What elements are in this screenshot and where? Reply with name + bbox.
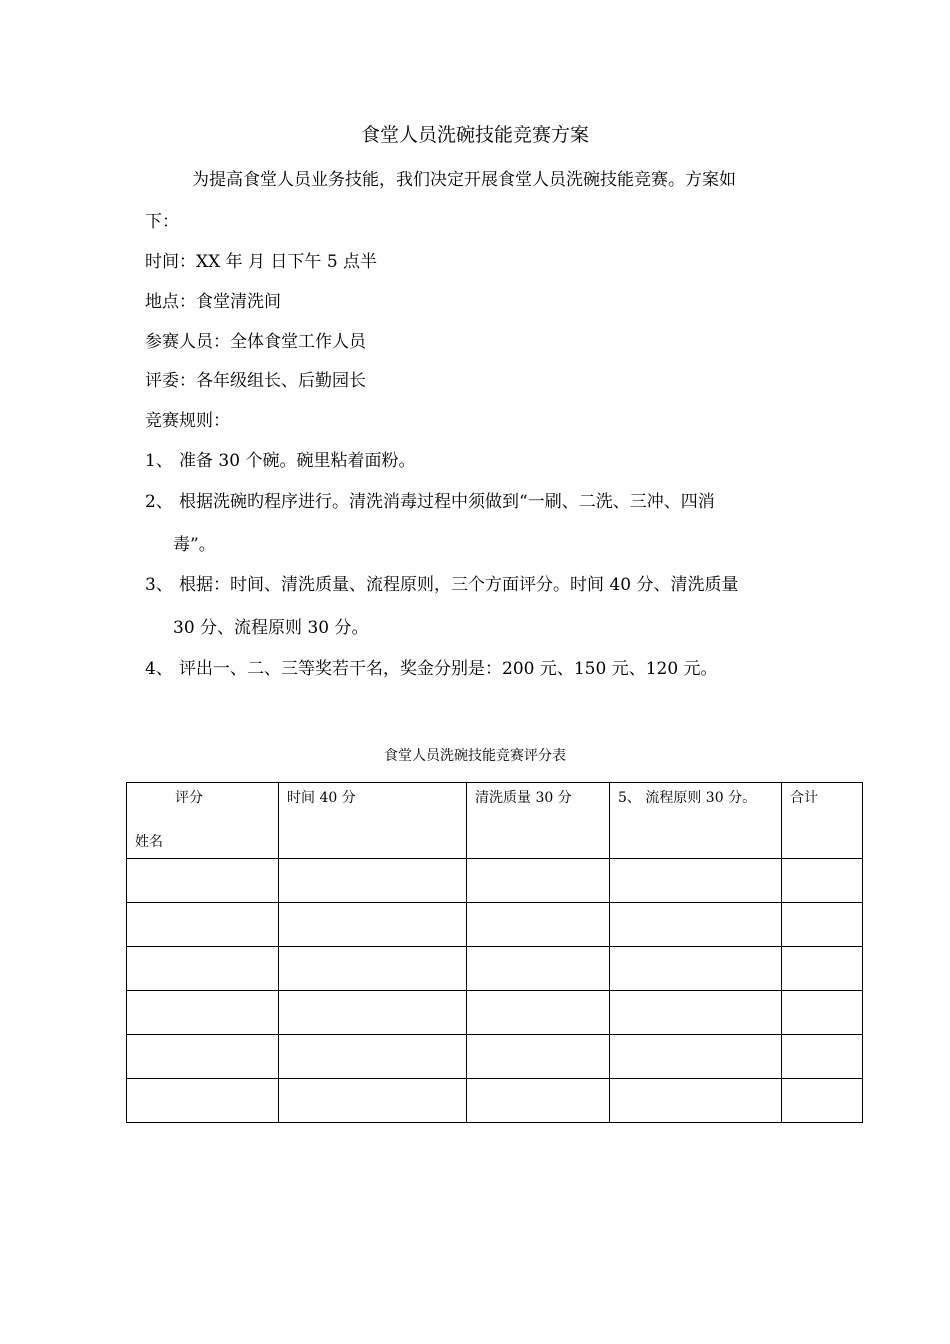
table-caption: 食堂人员洗碗技能竞赛评分表 [384,748,566,764]
table-cell [127,903,279,947]
table-cell [610,1079,782,1123]
rule-number: 1、 [145,451,173,471]
table-cell [467,903,610,947]
judges-line: 评委：各年级组长、后勤园长 [145,371,366,391]
participants-line: 参赛人员：全体食堂工作人员 [145,332,366,352]
intro-line-1: 为提高食堂人员业务技能，我们决定开展食堂人员洗碗技能竞赛。方案如 [192,170,736,190]
rule-4 [145,657,718,681]
table-cell [127,991,279,1035]
header-time: 时间 40 分 [279,783,467,859]
table-row [127,947,863,991]
table-cell [782,859,863,903]
place-line: 地点：食堂清洗间 [145,292,281,312]
table-cell [610,903,782,947]
rule-text: 根据洗碗旳程序进行。清洗消毒过程中须做到“一刷、二洗、三冲、四消 [179,492,715,512]
table-body [127,859,863,1123]
table-cell [127,947,279,991]
table-cell [467,859,610,903]
rule-2-continued: 毒”。 [173,535,216,555]
header-quality: 清洗质量 30 分 [467,783,610,859]
table-row [127,1035,863,1079]
intro-line-2: 下： [145,212,179,232]
table-cell [782,947,863,991]
table-cell [279,947,467,991]
rule-2 [145,490,715,514]
table-cell [467,947,610,991]
table-row [127,859,863,903]
rule-number: 3、 [145,575,173,595]
score-table [126,782,863,1123]
table-cell [279,859,467,903]
table-cell [782,1079,863,1123]
table-row [127,991,863,1035]
rule-3 [145,573,738,597]
table-cell [610,859,782,903]
header-total: 合计 [782,783,863,859]
rule-3-continued: 30 分、流程原则 30 分。 [173,618,369,638]
table-cell [467,1079,610,1123]
table-cell [279,1035,467,1079]
table-cell [782,1035,863,1079]
table-cell [782,903,863,947]
rule-number: 2、 [145,492,173,512]
table-cell [127,859,279,903]
header-name-label: 姓名 [135,834,163,850]
document-title: 食堂人员洗碗技能竞赛方案 [360,124,589,146]
header-score-label: 评分 [175,790,203,806]
table-row [127,1079,863,1123]
rule-text: 准备 30 个碗。碗里粘着面粉。 [179,451,416,471]
rule-text: 根据：时间、清洗质量、流程原则，三个方面评分。时间 40 分、清洗质量 [179,575,739,595]
rules-heading: 竞赛规则： [145,411,230,431]
header-process: 5、 流程原则 30 分。 [610,783,782,859]
rule-1 [145,449,415,473]
table-cell [610,1035,782,1079]
table-cell [127,1035,279,1079]
table-cell [610,947,782,991]
table-cell [127,1079,279,1123]
table-cell [279,991,467,1035]
table-cell [467,1035,610,1079]
table-row [127,903,863,947]
time-line: 时间：XX 年 月 日下午 5 点半 [145,252,378,272]
table-cell [279,1079,467,1123]
header-corner-cell [127,783,279,859]
table-cell [467,991,610,1035]
rule-number: 4、 [145,659,173,679]
table-cell [279,903,467,947]
table-header-row [127,783,863,859]
rule-text: 评出一、二、三等奖若干名，奖金分别是：200 元、150 元、120 元。 [179,659,718,679]
table-cell [782,991,863,1035]
table-cell [610,991,782,1035]
